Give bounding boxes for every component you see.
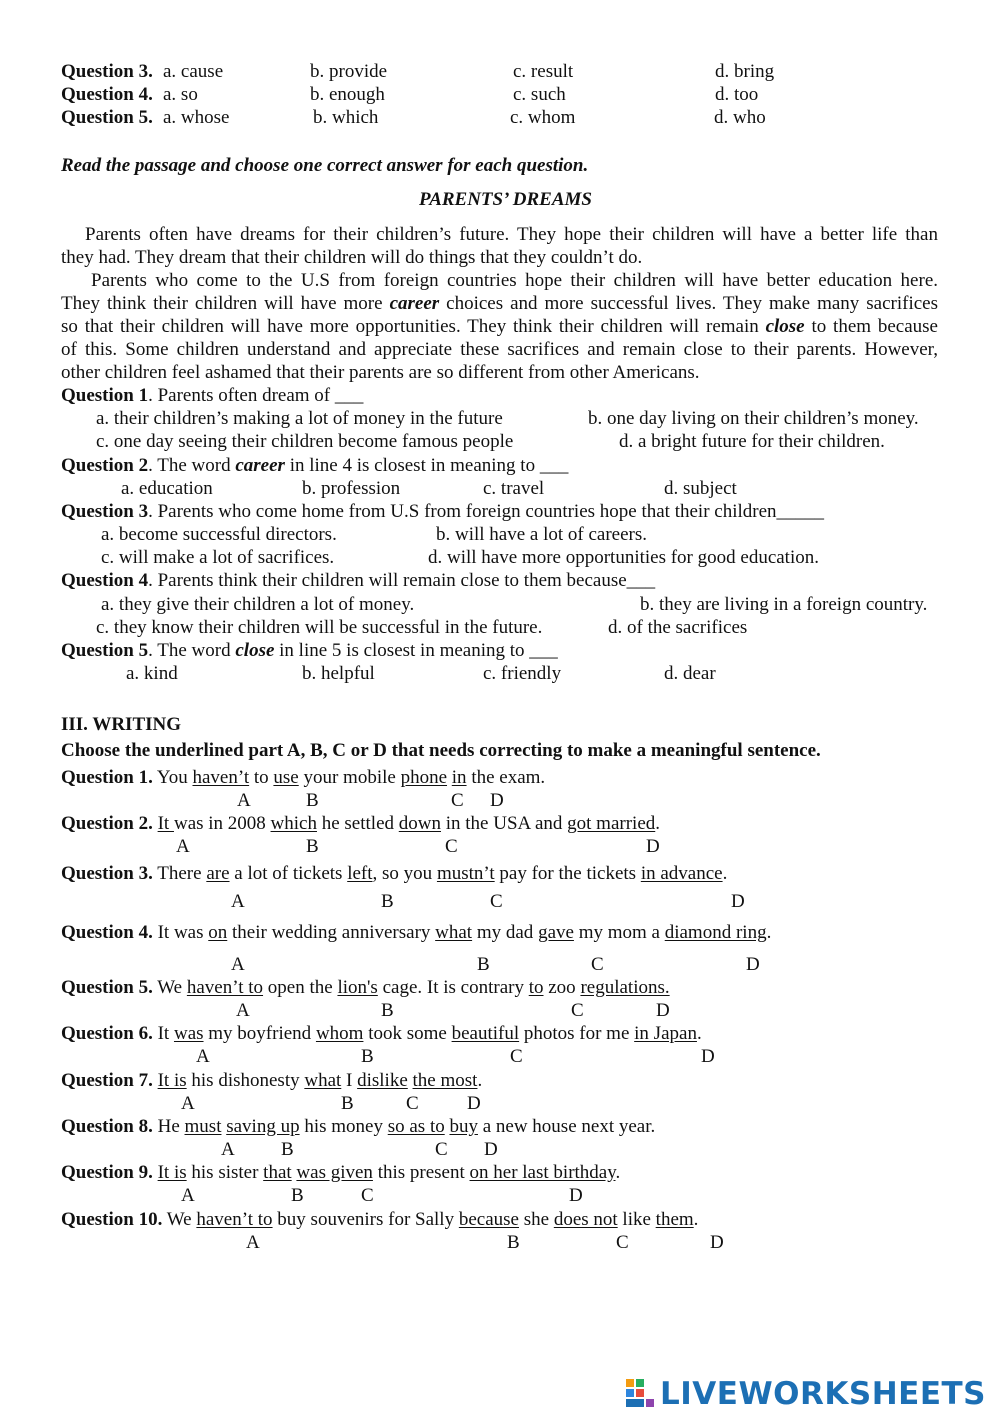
option-d[interactable]: d. will have more opportunities for good education. [428, 547, 819, 568]
passage-title: PARENTS’ DREAMS [419, 189, 592, 210]
underlined-part-d[interactable]: regulations. [580, 977, 670, 998]
underlined-part-c[interactable]: so as to [387, 1116, 445, 1137]
underlined-part-d[interactable]: in [451, 767, 467, 788]
letter-d: D [467, 1093, 481, 1114]
letter-b: B [306, 790, 319, 811]
underlined-part-c[interactable]: phone [400, 767, 448, 788]
letter-c: C [510, 1046, 523, 1067]
option-a[interactable]: a. education [121, 478, 213, 499]
keyword-career: career [389, 293, 440, 314]
passage-line: Parents who come to the U.S from foreign countries hope their children will have better education here. [91, 270, 938, 291]
letter-b: B [381, 1000, 394, 1021]
letter-a: A [231, 891, 245, 912]
letter-a: A [181, 1185, 195, 1206]
keyword-close: close [765, 316, 805, 337]
underlined-part-a[interactable]: haven’t to [186, 977, 264, 998]
option-a[interactable]: a. cause [163, 61, 224, 82]
underlined-part-b[interactable]: use [273, 767, 299, 788]
liveworksheets-logo [626, 1376, 986, 1412]
letter-c: C [591, 954, 604, 975]
underlined-part-b[interactable]: left [347, 863, 373, 884]
letter-b: B [361, 1046, 374, 1067]
option-c[interactable]: c. they know their children will be successful in the future. [96, 617, 543, 638]
option-b[interactable]: b. profession [302, 478, 401, 499]
letter-d: D [569, 1185, 583, 1206]
option-d[interactable]: d. who [714, 107, 766, 128]
writing-question-8: Question 8. He must saving up his money so as to buy a new house next year. [61, 1116, 656, 1137]
letter-d: D [731, 891, 745, 912]
letter-c: C [445, 836, 458, 857]
option-c[interactable]: c. such [513, 84, 566, 105]
letter-a: A [236, 1000, 250, 1021]
underlined-part-c[interactable]: mustn’t [436, 863, 495, 884]
letter-c: C [361, 1185, 374, 1206]
passage-paragraph-2 [61, 269, 938, 384]
underlined-part-b[interactable]: because [458, 1209, 519, 1230]
option-d[interactable]: d. of the sacrifices [608, 617, 748, 638]
letter-a: A [196, 1046, 210, 1067]
letter-b: B [507, 1232, 520, 1253]
option-d[interactable]: d. too [715, 84, 759, 105]
option-b[interactable]: b. which [313, 107, 379, 128]
writing-question-6: Question 6. It was my boyfriend whom took some beautiful photos for me in Japan. [61, 1023, 702, 1044]
passage-line: Parents often have dreams for their children’s future. They hope their children will have a better life than [85, 224, 938, 245]
passage-paragraph-1 [61, 223, 938, 269]
option-b[interactable]: b. they are living in a foreign country. [640, 594, 928, 615]
passage-line: of this. Some children understand and appreciate these sacrifices and remain close to their parents. However, [61, 339, 938, 360]
underlined-part-a[interactable]: are [206, 863, 230, 884]
underlined-part-a[interactable]: haven’t [192, 767, 250, 788]
option-b[interactable]: b. provide [310, 61, 388, 82]
letter-a: A [221, 1139, 235, 1160]
letter-d: D [490, 790, 504, 811]
letter-a: A [237, 790, 251, 811]
reading-question-2-stem: Question 2. The word career in line 4 is closest in meaning to ___ [61, 455, 569, 476]
letter-d: D [484, 1139, 498, 1160]
underlined-part-d[interactable]: the most [412, 1070, 478, 1091]
reading-question-3-stem: Question 3. Parents who come home from U.S from foreign countries hope that their children_____ [61, 501, 825, 522]
letter-a: A [231, 954, 245, 975]
passage-line: They think their children will have more career choices and more successful lives. They make many sacrifices [61, 293, 939, 314]
underlined-part-b[interactable]: which [270, 813, 317, 834]
liveworksheets-logo-icon [626, 1379, 654, 1409]
option-a[interactable]: a. their children’s making a lot of money in the future [96, 408, 503, 429]
question-label: Question 4. [61, 84, 153, 105]
letter-c: C [571, 1000, 584, 1021]
underlined-part-d[interactable]: in Japan [634, 1023, 697, 1044]
passage-line: other children feel ashamed that their parents are so different from other Americans. [61, 362, 700, 383]
writing-instruction: Choose the underlined part A, B, C or D that needs correcting to make a meaningful sentence. [61, 740, 821, 761]
letter-b: B [306, 836, 319, 857]
writing-question-9: Question 9. It is his sister that was given this present on her last birthday. [61, 1162, 621, 1183]
letter-b: B [381, 891, 394, 912]
reading-question-1-stem: Question 1. Parents often dream of ___ [61, 385, 364, 406]
underlined-part-c[interactable]: down [398, 813, 441, 834]
letter-a: A [246, 1232, 260, 1253]
underlined-part-c[interactable]: dislike [357, 1070, 408, 1091]
underlined-part-b[interactable]: what [304, 1070, 342, 1091]
underlined-part-a[interactable]: on [208, 922, 228, 943]
underlined-part-c[interactable]: gave [538, 922, 574, 943]
option-b[interactable]: b. will have a lot of careers. [436, 524, 648, 545]
question-label: Question 5. [61, 107, 153, 128]
letter-d: D [701, 1046, 715, 1067]
underlined-part-d[interactable]: on her last birthday [469, 1162, 616, 1183]
option-d[interactable]: d. subject [664, 478, 737, 499]
writing-heading: III. WRITING [61, 714, 182, 735]
letter-a: A [181, 1093, 195, 1114]
letter-c: C [490, 891, 503, 912]
reading-question-4-stem: Question 4. Parents think their children will remain close to them because___ [61, 570, 656, 591]
option-a[interactable]: a. kind [126, 663, 178, 684]
option-d[interactable]: d. dear [664, 663, 716, 684]
letter-b: B [281, 1139, 294, 1160]
option-d[interactable]: d. bring [715, 61, 775, 82]
option-c[interactable]: c. one day seeing their children become famous people [96, 431, 514, 452]
option-c[interactable]: c. result [513, 61, 574, 82]
option-a[interactable]: a. they give their children a lot of money. [101, 594, 415, 615]
letter-c: C [451, 790, 464, 811]
underlined-part-a[interactable]: must [184, 1116, 222, 1137]
writing-question-2: Question 2. It was in 2008 which he settled down in the USA and got married. [61, 813, 660, 834]
underlined-part-c[interactable]: does not [553, 1209, 618, 1230]
underlined-part-d[interactable]: them [655, 1209, 694, 1230]
option-b[interactable]: b. helpful [302, 663, 375, 684]
letter-a: A [176, 836, 190, 857]
underlined-part-d[interactable]: got married [567, 813, 656, 834]
underlined-part-d[interactable]: buy [449, 1116, 478, 1137]
passage-line: they had. They dream that their children will do things that they couldn’t do. [61, 247, 643, 268]
writing-question-5: Question 5. We haven’t to open the lion's cage. It is contrary to zoo regulations. [61, 977, 670, 998]
underlined-part-a[interactable]: was [173, 1023, 204, 1044]
option-b[interactable]: b. enough [310, 84, 385, 105]
option-a[interactable]: a. so [163, 84, 198, 105]
underlined-part-b[interactable]: that [263, 1162, 292, 1183]
letter-b: B [341, 1093, 354, 1114]
reading-instruction: Read the passage and choose one correct answer for each question. [61, 155, 589, 176]
underlined-part-c[interactable]: to [528, 977, 544, 998]
reading-question-5-stem: Question 5. The word close in line 5 is closest in meaning to ___ [61, 640, 558, 661]
letter-d: D [710, 1232, 724, 1253]
option-b[interactable]: b. one day living on their children’s money. [588, 408, 919, 429]
question-label: Question 3. [61, 61, 153, 82]
underlined-part-b[interactable]: whom [315, 1023, 364, 1044]
writing-question-10: Question 10. We haven’t to buy souvenirs for Sally because she does not like them. [61, 1209, 699, 1230]
underlined-part-c[interactable]: beautiful [451, 1023, 520, 1044]
option-c[interactable]: c. travel [483, 478, 545, 499]
writing-question-1: Question 1. You haven’t to use your mobile phone in the exam. [61, 767, 546, 788]
underlined-part-a[interactable]: haven’t to [196, 1209, 273, 1230]
letter-d: D [656, 1000, 670, 1021]
writing-question-7: Question 7. It is his dishonesty what I dislike the most. [61, 1070, 483, 1091]
underlined-part-b[interactable]: saving up [226, 1116, 300, 1137]
underlined-part-a[interactable]: It is [157, 1070, 187, 1091]
underlined-part-a[interactable]: It [157, 813, 174, 834]
option-c[interactable]: c. will make a lot of sacrifices. [101, 547, 335, 568]
underlined-part-d[interactable]: diamond ring [664, 922, 767, 943]
option-d[interactable]: d. a bright future for their children. [619, 431, 885, 452]
option-c[interactable]: c. friendly [483, 663, 562, 684]
writing-question-3: Question 3. There are a lot of tickets left, so you mustn’t pay for the tickets in advance. [61, 863, 728, 884]
letter-c: C [406, 1093, 419, 1114]
underlined-part-c[interactable]: was given [296, 1162, 373, 1183]
letter-d: D [746, 954, 760, 975]
letter-c: C [435, 1139, 448, 1160]
underlined-part-a[interactable]: It is [157, 1162, 187, 1183]
letter-d: D [646, 836, 660, 857]
underlined-part-d[interactable]: in advance [640, 863, 723, 884]
option-c[interactable]: c. whom [510, 107, 576, 128]
liveworksheets-wordmark: LIVEWORKSHEETS [660, 1376, 986, 1412]
underlined-part-b[interactable]: what [435, 922, 473, 943]
letter-b: B [291, 1185, 304, 1206]
writing-question-4: Question 4. It was on their wedding anniversary what my dad gave my mom a diamond ring. [61, 922, 772, 943]
option-a[interactable]: a. become successful directors. [101, 524, 337, 545]
underlined-part-b[interactable]: lion's [337, 977, 378, 998]
letter-b: B [477, 954, 490, 975]
option-a[interactable]: a. whose [163, 107, 230, 128]
passage-line: so that their children will have more opportunities. They think their children will remain close to them because [61, 316, 938, 337]
letter-c: C [616, 1232, 629, 1253]
